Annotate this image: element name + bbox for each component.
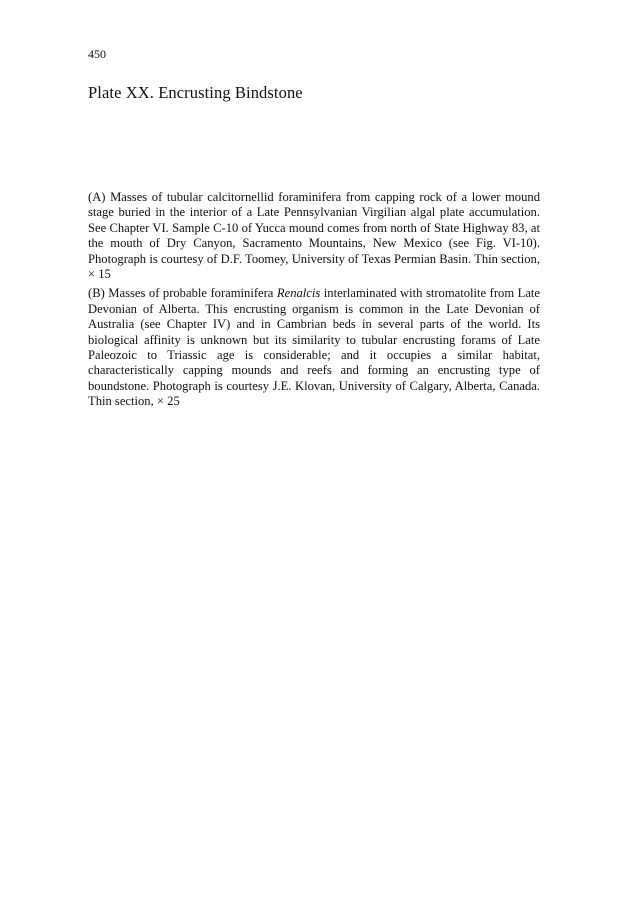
caption-b-taxon: Renalcis bbox=[276, 286, 321, 301]
caption-b bbox=[88, 286, 540, 409]
page-number: 450 bbox=[88, 47, 106, 61]
caption-b-rest: interlaminated with stromatolite from Late Devonian of Alberta. This encrusting organism is common in the Late Devonian of Australia (see Chapter IV) and in Cambrian beds in several parts of the world. Its biological affinity is unknown but its similarity to tubular encrusting forams of Late Paleozoic to Triassic age is considerable; and it occupies a similar habitat, characteristically capping mounds and reefs and forming an encrusting type of boundstone. Photograph is courtesy J.E. Klovan, University of Calgary, Alberta, Canada. Thin section, × 25 bbox=[88, 286, 540, 409]
captions bbox=[88, 190, 540, 414]
caption-a: (A) Masses of tubular calcitornellid foraminifera from capping rock of a lower mound stage buried in the interior of a Late Pennsylvanian Virgilian algal plate accumulation. See Chapter VI. Sample C-10 of Yucca mound comes from north of State Highway 83, at the mouth of Dry Canyon, Sacramento Mountains, New Mexico (see Fig. VI-10). Photograph is courtesy of D.F. Toomey, University of Texas Permian Basin. Thin section, × 15 bbox=[88, 190, 540, 282]
caption-b-start: (B) Masses of probable foraminifera bbox=[88, 286, 277, 301]
plate-title: Plate XX. Encrusting Bindstone bbox=[88, 83, 303, 102]
